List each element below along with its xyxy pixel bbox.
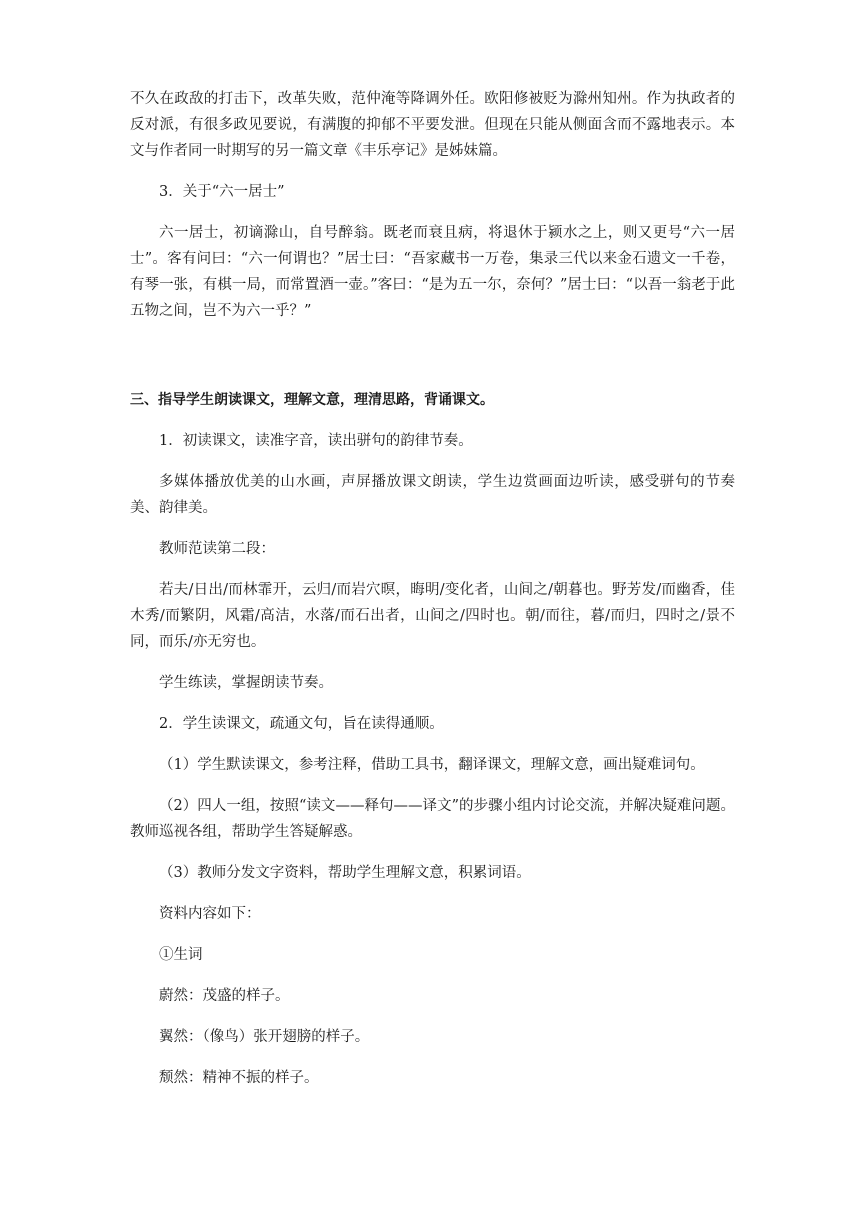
step-student-reading: 2．学生读课文，疏通文句，旨在读得通顺。 xyxy=(159,716,444,732)
substep-silent-reading: （1）学生默读课文，参考注释，借助工具书，翻译课文，理解文意，画出疑难词句。 xyxy=(159,757,705,773)
paragraph-teacher-model-reading: 教师范读第二段： xyxy=(159,541,275,557)
list-heading-new-words: ①生词 xyxy=(159,947,203,963)
paragraph-multimedia-reading: 多媒体播放优美的山水画，声屏播放课文朗读，学生边赏画面边听读，感受骈句的节奏美、韵律美。 xyxy=(130,474,735,516)
paragraph-materials-intro: 资料内容如下： xyxy=(159,906,261,922)
section-heading-reading-guidance: 三、指导学生朗读课文，理解文意，理清思路，背诵课文。 xyxy=(130,392,494,408)
document-page xyxy=(130,86,735,1106)
section-spacer xyxy=(130,339,735,387)
paragraph-rhythm-marked-text: 若夫/日出/而林霏开，云归/而岩穴暝，晦明/变化者，山间之/朝暮也。野芳发/而幽香，佳木秀/而繁阴，风霜/高洁，水落/而石出者，山间之/四时也。朝/而往，暮/而归，四时之/景不同，而乐/亦无穷也。 xyxy=(130,582,735,650)
substep-handout-materials: （3）教师分发文字资料，帮助学生理解文意，积累词语。 xyxy=(159,865,531,881)
step-first-reading: 1．初读课文，读准字音，读出骈句的韵律节奏。 xyxy=(159,433,473,449)
paragraph-political-background: 不久在政敌的打击下，改革失败，范仲淹等降调外任。欧阳修被贬为滁州知州。作为执政者的反对派，有很多政见要说，有满腹的抑郁不平要发泄。但现在只能从侧面含而不露地表示。本文与作者同一时期写的另一篇文章《丰乐亭记》是姊妹篇。 xyxy=(130,91,735,159)
vocab-item-yiran: 翼然：（像鸟）张开翅膀的样子。 xyxy=(159,1029,370,1045)
paragraph-student-practice: 学生练读，掌握朗读节奏。 xyxy=(159,675,333,691)
substep-group-discussion: （2）四人一组，按照“读文——释句——译文”的步骤小组内讨论交流，并解决疑难问题。教师巡视各组，帮助学生答疑解惑。 xyxy=(130,798,735,840)
section-title-liuyi-jushi: 3．关于“六一居士” xyxy=(159,184,285,200)
paragraph-liuyi-jushi: 六一居士，初谪滁山，自号醉翁。既老而衰且病，将退休于颍水之上，则又更号“六一居士”。客有问曰：“六一何谓也？”居士曰：“吾家藏书一万卷，集录三代以来金石遗文一千卷，有琴一张，有棋一局，而常置酒一壶。”客曰：“是为五一尔，奈何？”居士曰：“以吾一翁老于此五物之间，岂不为六一乎？” xyxy=(130,225,735,319)
vocab-item-tuiran: 颓然：精神不振的样子。 xyxy=(159,1070,319,1086)
vocab-item-weiran: 蔚然：茂盛的样子。 xyxy=(159,988,290,1004)
